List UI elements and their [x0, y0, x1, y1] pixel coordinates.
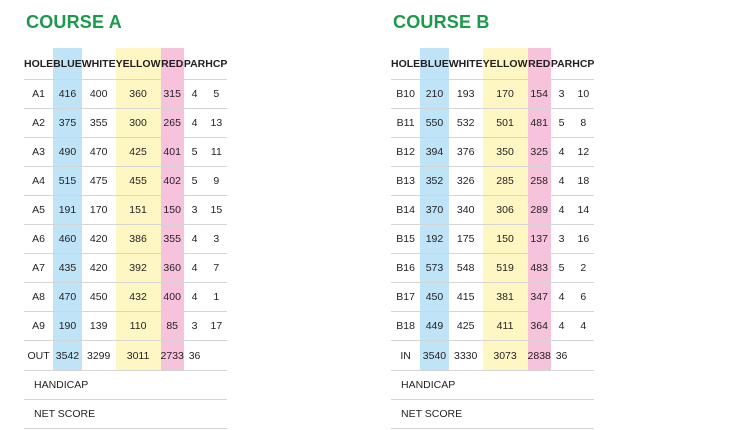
cell-hcp: 8	[572, 109, 594, 138]
cell-hole: A8	[24, 283, 53, 312]
header-white: WHITE	[82, 48, 116, 80]
cell-hcp: 12	[572, 138, 594, 167]
table-row	[24, 167, 227, 196]
total-blue: 3542	[53, 341, 82, 371]
header-white: WHITE	[449, 48, 483, 80]
cell-white: 420	[82, 225, 116, 254]
header-hole: HOLE	[24, 48, 53, 80]
cell-yellow: 306	[483, 196, 528, 225]
cell-hcp: 5	[205, 80, 227, 109]
cell-red: 85	[161, 312, 184, 341]
cell-hole: A2	[24, 109, 53, 138]
cell-yellow: 392	[116, 254, 161, 283]
cell-white: 450	[82, 283, 116, 312]
cell-blue: 416	[53, 80, 82, 109]
cell-hole: B14	[391, 196, 420, 225]
cell-hcp: 6	[572, 283, 594, 312]
cell-yellow: 360	[116, 80, 161, 109]
cell-hole: A1	[24, 80, 53, 109]
cell-hcp: 16	[572, 225, 594, 254]
cell-red: 315	[161, 80, 184, 109]
cell-white: 170	[82, 196, 116, 225]
net-score-row	[24, 400, 227, 429]
cell-white: 400	[82, 80, 116, 109]
cell-hcp: 4	[572, 312, 594, 341]
cell-hcp: 15	[205, 196, 227, 225]
cell-blue: 190	[53, 312, 82, 341]
cell-red: 400	[161, 283, 184, 312]
header-par: PAR	[184, 48, 205, 80]
total-hcp	[572, 341, 594, 371]
cell-blue: 210	[420, 80, 449, 109]
cell-hole: A9	[24, 312, 53, 341]
total-red: 2733	[161, 341, 184, 371]
handicap-row	[24, 371, 227, 400]
cell-red: 347	[528, 283, 551, 312]
cell-hcp: 1	[205, 283, 227, 312]
cell-hcp: 14	[572, 196, 594, 225]
cell-blue: 352	[420, 167, 449, 196]
cell-par: 3	[184, 196, 205, 225]
cell-hcp: 3	[205, 225, 227, 254]
cell-blue: 573	[420, 254, 449, 283]
table-row	[391, 283, 594, 312]
course-b-title: COURSE B	[393, 12, 490, 32]
table-row	[391, 109, 594, 138]
table-row	[24, 80, 227, 109]
cell-blue: 450	[420, 283, 449, 312]
header-yellow: YELLOW	[483, 48, 528, 80]
cell-yellow: 455	[116, 167, 161, 196]
cell-par: 4	[184, 254, 205, 283]
cell-white: 175	[449, 225, 483, 254]
cell-white: 376	[449, 138, 483, 167]
cell-par: 4	[184, 225, 205, 254]
table-row	[391, 138, 594, 167]
cell-yellow: 110	[116, 312, 161, 341]
cell-blue: 460	[53, 225, 82, 254]
net-score-label: NET SCORE	[391, 400, 594, 429]
header-red: RED	[528, 48, 551, 80]
cell-red: 265	[161, 109, 184, 138]
header-hcp: HCP	[205, 48, 227, 80]
cell-red: 150	[161, 196, 184, 225]
cell-yellow: 350	[483, 138, 528, 167]
cell-yellow: 432	[116, 283, 161, 312]
cell-par: 5	[551, 109, 572, 138]
cell-yellow: 150	[483, 225, 528, 254]
cell-par: 4	[551, 283, 572, 312]
total-white: 3299	[82, 341, 116, 371]
cell-white: 470	[82, 138, 116, 167]
total-par: 36	[551, 341, 572, 371]
header-hcp: HCP	[572, 48, 594, 80]
cell-red: 402	[161, 167, 184, 196]
header-row	[391, 48, 594, 80]
cell-hole: B13	[391, 167, 420, 196]
header-par: PAR	[551, 48, 572, 80]
cell-white: 548	[449, 254, 483, 283]
cell-red: 364	[528, 312, 551, 341]
cell-blue: 490	[53, 138, 82, 167]
cell-hcp: 10	[572, 80, 594, 109]
cell-white: 340	[449, 196, 483, 225]
total-white: 3330	[449, 341, 483, 371]
table-row	[24, 283, 227, 312]
cell-white: 326	[449, 167, 483, 196]
cell-red: 325	[528, 138, 551, 167]
cell-yellow: 151	[116, 196, 161, 225]
cell-par: 3	[551, 80, 572, 109]
cell-hole: B17	[391, 283, 420, 312]
cell-white: 139	[82, 312, 116, 341]
cell-hole: B10	[391, 80, 420, 109]
cell-blue: 449	[420, 312, 449, 341]
total-yellow: 3011	[116, 341, 161, 371]
cell-par: 4	[184, 109, 205, 138]
cell-white: 532	[449, 109, 483, 138]
cell-yellow: 386	[116, 225, 161, 254]
cell-red: 360	[161, 254, 184, 283]
table-row	[391, 312, 594, 341]
cell-par: 5	[184, 138, 205, 167]
header-red: RED	[161, 48, 184, 80]
cell-par: 4	[551, 138, 572, 167]
cell-yellow: 300	[116, 109, 161, 138]
total-blue: 3540	[420, 341, 449, 371]
table-row	[24, 196, 227, 225]
cell-yellow: 170	[483, 80, 528, 109]
cell-white: 355	[82, 109, 116, 138]
cell-hole: A5	[24, 196, 53, 225]
cell-hole: A4	[24, 167, 53, 196]
cell-hole: B18	[391, 312, 420, 341]
header-row	[24, 48, 227, 80]
net-score-row	[391, 400, 594, 429]
cell-hcp: 13	[205, 109, 227, 138]
cell-blue: 515	[53, 167, 82, 196]
table-row	[391, 80, 594, 109]
cell-par: 5	[551, 254, 572, 283]
table-row	[391, 167, 594, 196]
cell-white: 425	[449, 312, 483, 341]
cell-hcp: 9	[205, 167, 227, 196]
total-yellow: 3073	[483, 341, 528, 371]
course-a-table	[24, 48, 227, 429]
table-row	[391, 254, 594, 283]
cell-white: 415	[449, 283, 483, 312]
cell-hole: A7	[24, 254, 53, 283]
cell-red: 483	[528, 254, 551, 283]
cell-yellow: 519	[483, 254, 528, 283]
cell-red: 481	[528, 109, 551, 138]
course-a-title: COURSE A	[26, 12, 122, 32]
cell-par: 4	[184, 283, 205, 312]
table-row	[24, 225, 227, 254]
handicap-row	[391, 371, 594, 400]
cell-blue: 191	[53, 196, 82, 225]
header-blue: BLUE	[420, 48, 449, 80]
total-red: 2838	[528, 341, 551, 371]
cell-par: 4	[184, 80, 205, 109]
header-hole: HOLE	[391, 48, 420, 80]
cell-par: 5	[184, 167, 205, 196]
cell-hole: A3	[24, 138, 53, 167]
table-row	[391, 225, 594, 254]
cell-blue: 375	[53, 109, 82, 138]
cell-white: 420	[82, 254, 116, 283]
cell-hcp: 17	[205, 312, 227, 341]
cell-red: 401	[161, 138, 184, 167]
total-hole: OUT	[24, 341, 53, 371]
table-row	[24, 138, 227, 167]
course-b-table	[391, 48, 594, 429]
cell-hole: B16	[391, 254, 420, 283]
cell-blue: 470	[53, 283, 82, 312]
header-yellow: YELLOW	[116, 48, 161, 80]
cell-hole: B15	[391, 225, 420, 254]
cell-red: 355	[161, 225, 184, 254]
cell-par: 4	[551, 312, 572, 341]
cell-hole: A6	[24, 225, 53, 254]
cell-red: 154	[528, 80, 551, 109]
cell-yellow: 425	[116, 138, 161, 167]
cell-blue: 192	[420, 225, 449, 254]
cell-red: 289	[528, 196, 551, 225]
handicap-label: HANDICAP	[391, 371, 594, 400]
cell-blue: 394	[420, 138, 449, 167]
cell-par: 4	[551, 196, 572, 225]
cell-red: 258	[528, 167, 551, 196]
cell-par: 3	[551, 225, 572, 254]
header-blue: BLUE	[53, 48, 82, 80]
cell-white: 475	[82, 167, 116, 196]
cell-hcp: 7	[205, 254, 227, 283]
cell-hcp: 11	[205, 138, 227, 167]
cell-blue: 435	[53, 254, 82, 283]
table-row	[24, 254, 227, 283]
cell-yellow: 411	[483, 312, 528, 341]
cell-yellow: 501	[483, 109, 528, 138]
cell-blue: 550	[420, 109, 449, 138]
cell-hole: B11	[391, 109, 420, 138]
cell-hole: B12	[391, 138, 420, 167]
table-row	[24, 109, 227, 138]
handicap-label: HANDICAP	[24, 371, 227, 400]
cell-par: 4	[551, 167, 572, 196]
cell-yellow: 285	[483, 167, 528, 196]
total-hcp	[205, 341, 227, 371]
net-score-label: NET SCORE	[24, 400, 227, 429]
cell-white: 193	[449, 80, 483, 109]
cell-hcp: 2	[572, 254, 594, 283]
total-par: 36	[184, 341, 205, 371]
total-hole: IN	[391, 341, 420, 371]
cell-hcp: 18	[572, 167, 594, 196]
cell-blue: 370	[420, 196, 449, 225]
total-row	[391, 341, 594, 371]
total-row	[24, 341, 227, 371]
cell-red: 137	[528, 225, 551, 254]
table-row	[24, 312, 227, 341]
cell-yellow: 381	[483, 283, 528, 312]
cell-par: 3	[184, 312, 205, 341]
table-row	[391, 196, 594, 225]
